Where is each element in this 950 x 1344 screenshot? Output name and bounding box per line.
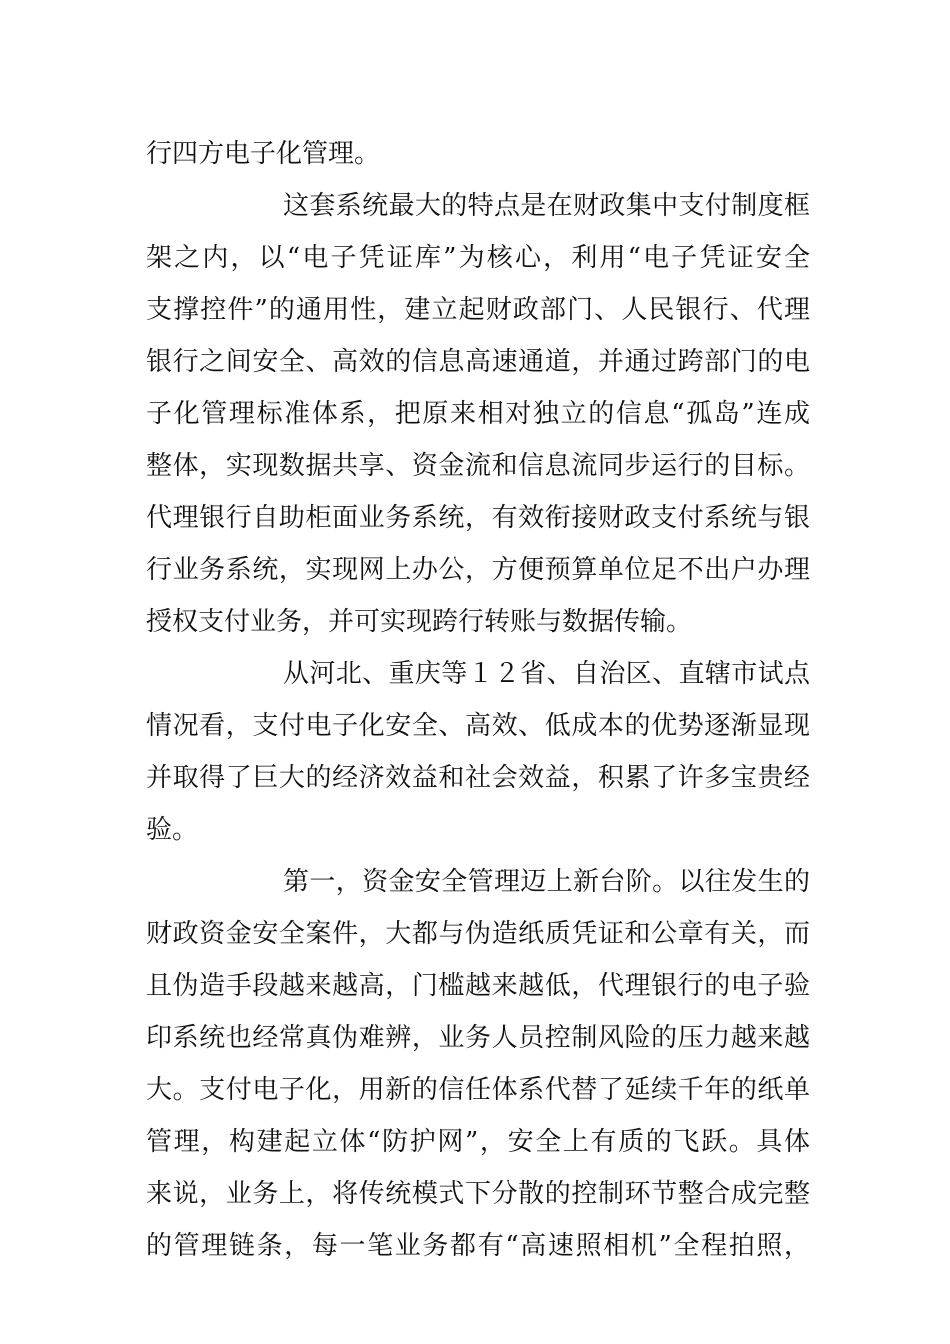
paragraph-line: 验。 — [146, 815, 199, 845]
paragraph-line: 行四方电子化管理。 — [146, 139, 381, 169]
paragraph-line: 行业务系统，实现网上办公，方便预算单位足不出户办理 — [146, 555, 810, 585]
paragraph-line: 情况看，支付电子化安全、高效、低成本的优势逐渐显现 — [146, 711, 810, 741]
paragraph-line: 银行之间安全、高效的信息高速通道，并通过跨部门的电 — [146, 347, 810, 377]
paragraph-line: 印系统也经常真伪难辨，业务人员控制风险的压力越来越 — [146, 1023, 810, 1053]
paragraph-line: 第一，资金安全管理迈上新台阶。以往发生的 — [283, 867, 810, 897]
paragraph-line: 大。支付电子化，用新的信任体系代替了延续千年的纸单 — [146, 1075, 810, 1105]
paragraph-line: 来说，业务上，将传统模式下分散的控制环节整合成完整 — [146, 1179, 810, 1209]
paragraph-line: 财政资金安全案件，大都与伪造纸质凭证和公章有关，而 — [146, 919, 810, 949]
paragraph-line: 的管理链条，每一笔业务都有“高速照相机”全程拍照， — [146, 1231, 810, 1261]
paragraph-line: 管理，构建起立体“防护网”，安全上有质的飞跃。具体 — [146, 1127, 810, 1157]
paragraph-line: 支撑控件”的通用性，建立起财政部门、人民银行、代理 — [146, 295, 810, 325]
paragraph-line: 授权支付业务，并可实现跨行转账与数据传输。 — [146, 607, 693, 637]
paragraph-line: 代理银行自助柜面业务系统，有效衔接财政支付系统与银 — [146, 503, 810, 533]
document-body — [146, 128, 810, 1272]
paragraph-line: 整体，实现数据共享、资金流和信息流同步运行的目标。 — [146, 451, 810, 481]
paragraph-line: 这套系统最大的特点是在财政集中支付制度框 — [283, 191, 810, 221]
paragraph-line: 并取得了巨大的经济效益和社会效益，积累了许多宝贵经 — [146, 763, 810, 793]
paragraph-line: 且伪造手段越来越高，门槛越来越低，代理银行的电子验 — [146, 971, 810, 1001]
paragraph-line: 从河北、重庆等１２省、自治区、直辖市试点 — [283, 659, 810, 689]
paragraph-line: 子化管理标准体系，把原来相对独立的信息“孤岛”连成 — [146, 399, 810, 429]
paragraph-line: 架之内，以“电子凭证库”为核心，利用“电子凭证安全 — [146, 243, 810, 273]
